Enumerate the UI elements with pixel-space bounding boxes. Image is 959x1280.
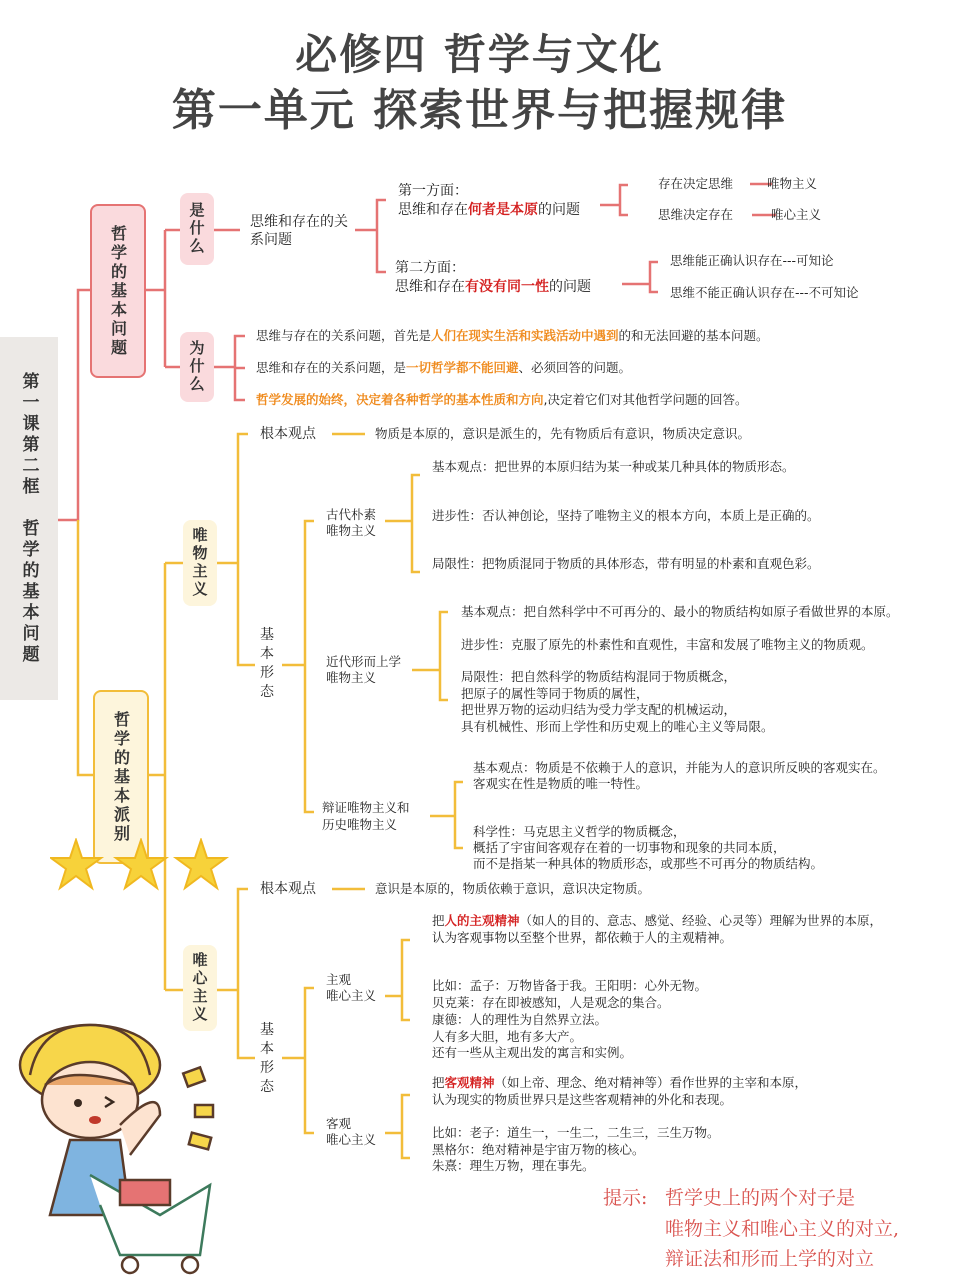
subjective-def: 把人的主观精神（如人的目的、意志、感觉、经验、心灵等）理解为世界的本原， <box>432 913 883 928</box>
node-materialism: 唯物主义 <box>183 520 217 606</box>
ancient-label: 唯物主义 <box>326 523 377 538</box>
aspect2-item: 思维能正确认识存在---可知论 <box>670 253 834 268</box>
hint-line: 哲学史上的两个对子是 <box>665 1187 856 1209</box>
ancient-label: 古代朴素 <box>326 507 377 522</box>
subjective-def: 认为客观事物以至整个世界，都依赖于人的主观精神。 <box>432 930 733 945</box>
why-reason-1: 思维与存在的关系问题，首先是人们在现实生活和实践活动中遇到的和无法回避的基本问题。 <box>256 328 769 343</box>
modern-label: 唯物主义 <box>326 670 377 685</box>
objective-label: 客观 <box>326 1116 352 1131</box>
objective-def: 把客观精神（如上帝、理念、绝对精神等）看作世界的主宰和本原， <box>432 1075 808 1090</box>
subjective-example: 人有多大胆，地有多大产。 <box>432 1029 583 1044</box>
ancient-item: 局限性：把物质混同于物质的具体形态，带有明显的朴素和直观色彩。 <box>432 556 820 571</box>
title-line-2: 第一单元 探索世界与把握规律 <box>171 85 788 136</box>
idealism-view: 意识是本原的，物质依赖于意识，意识决定物质。 <box>375 881 651 896</box>
topic-relation: 思维和存在的关系问题 <box>250 214 348 248</box>
star-icon <box>116 840 166 888</box>
subjective-label: 主观 <box>326 972 352 987</box>
objective-def: 认为现实的物质世界只是这些客观精神的外化和表现。 <box>432 1092 733 1107</box>
modern-item: 进步性：克服了原先的朴素性和直观性，丰富和发展了唯物主义的物质观。 <box>461 637 874 652</box>
materialism-forms-label: 基本形态 <box>260 627 274 700</box>
aspect2-head: 第二方面： <box>395 260 465 276</box>
aspect1-head: 第一方面： <box>398 183 468 199</box>
aspect2-text: 思维和存在有没有同一性的问题 <box>395 279 591 295</box>
subjective-label: 唯心主义 <box>326 988 377 1003</box>
aspect1-item: 存在决定思维 唯物主义 <box>658 176 818 191</box>
dialectical-science: 科学性：马克思主义哲学的物质概念， <box>473 824 686 839</box>
objective-example: 比如：老子：道生一，一生二，二生三，三生万物。 <box>432 1125 720 1140</box>
ancient-item: 基本观点：把世界的本原归结为某一种或某几种具体的物质形态。 <box>432 459 795 474</box>
lesson-label: 第一课第二框 哲学的基本问题 <box>0 337 58 700</box>
node-what: 是什么 <box>180 193 214 265</box>
dialectical-view: 客观实在性是物质的唯一特性。 <box>473 776 649 791</box>
subjective-example: 比如：孟子：万物皆备于我。王阳明：心外无物。 <box>432 978 708 993</box>
dialectical-science: 而不是指某一种具体的物质形态，或那些不可再分的物质结构。 <box>473 856 824 871</box>
node-basic-question: 哲学的基本问题 <box>90 204 146 378</box>
dialectical-label: 历史唯物主义 <box>322 817 398 832</box>
subjective-example: 康德：人的理性为自然界立法。 <box>432 1012 608 1027</box>
hint-line: 唯物主义和唯心主义的对立, <box>665 1218 900 1240</box>
cartoon-girl-illustration <box>10 1015 230 1280</box>
modern-limit: 把原子的属性等同于物质的属性， <box>461 686 649 701</box>
objective-example: 朱熹：理生万物，理在事先。 <box>432 1158 595 1173</box>
materialism-view: 物质是本原的，意识是派生的，先有物质后有意识，物质决定意识。 <box>375 426 751 441</box>
star-icons <box>50 838 230 894</box>
objective-example: 黑格尔：绝对精神是宇宙万物的核心。 <box>432 1142 645 1157</box>
materialism-view-label: 根本观点 <box>260 426 316 442</box>
modern-item: 基本观点：把自然科学中不可再分的、最小的物质结构如原子看做世界的本原。 <box>461 604 899 619</box>
star-icon <box>176 840 226 888</box>
modern-label: 近代形而上学 <box>326 654 402 669</box>
aspect2-item: 思维不能正确认识存在---不可知论 <box>670 285 859 300</box>
subjective-example: 还有一些从主观出发的寓言和实例。 <box>432 1045 633 1060</box>
aspect1-item: 思维决定存在 唯心主义 <box>658 207 822 222</box>
idealism-view-label: 根本观点 <box>260 881 316 897</box>
modern-limit: 把世界万物的运动归结为受力学支配的机械运动， <box>461 702 737 717</box>
node-idealism: 唯心主义 <box>183 945 217 1031</box>
star-icon <box>51 840 101 888</box>
dialectical-label: 辩证唯物主义和 <box>322 800 410 815</box>
why-reason-3: 哲学发展的始终，决定着各种哲学的基本性质和方向,决定着它们对其他哲学问题的回答。 <box>256 392 748 407</box>
hint-label: 提示: <box>603 1187 648 1209</box>
node-why: 为什么 <box>180 332 214 402</box>
modern-limit: 局限性：把自然科学的物质结构混同于物质概念， <box>461 669 737 684</box>
dialectical-view: 基本观点：物质是不依赖于人的意识，并能为人的意识所反映的客观实在。 <box>473 760 886 775</box>
objective-label: 唯心主义 <box>326 1132 377 1147</box>
subjective-example: 贝克莱：存在即被感知，人是观念的集合。 <box>432 995 670 1010</box>
dialectical-science: 概括了宇宙间客观存在着的一切事物和现象的共同本质， <box>473 840 786 855</box>
why-reason-2: 思维和存在的关系问题，是一切哲学都不能回避、必须回答的问题。 <box>256 360 632 375</box>
title-line-1: 必修四 哲学与文化 <box>295 30 664 79</box>
modern-limit: 具有机械性、形而上学性和历史观上的唯心主义等局限。 <box>461 719 774 734</box>
ancient-item: 进步性：否认神创论，坚持了唯物主义的根本方向，本质上是正确的。 <box>432 508 820 523</box>
hint-line: 辩证法和形而上学的对立 <box>665 1248 875 1270</box>
aspect1-text: 思维和存在何者是本原的问题 <box>398 202 580 218</box>
node-schools: 哲学的基本派别 <box>93 690 149 864</box>
idealism-forms-label: 基本形态 <box>260 1022 274 1095</box>
